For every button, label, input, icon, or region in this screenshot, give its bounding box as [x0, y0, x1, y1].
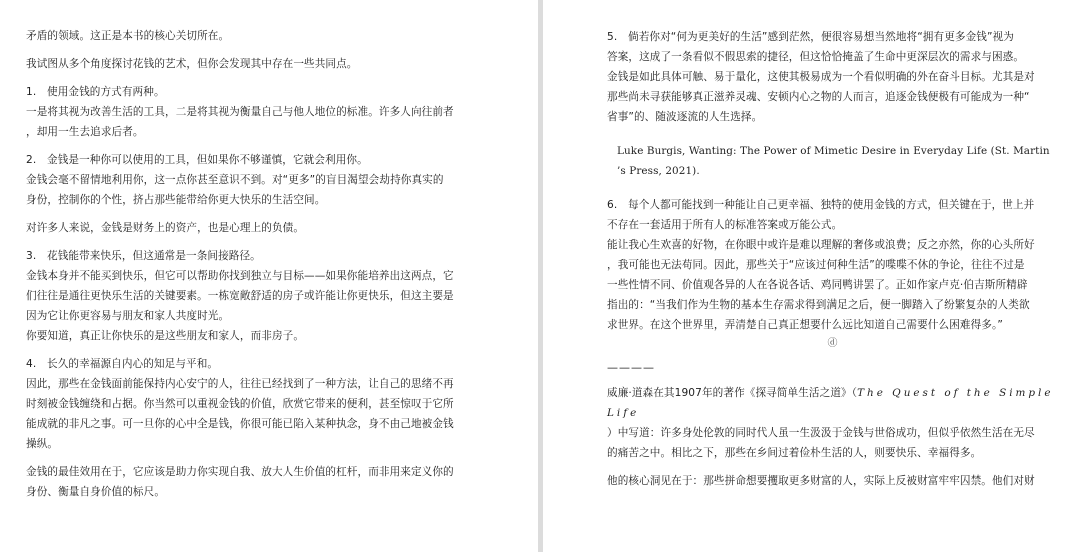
- paragraph: 他的核心洞见在于：那些拼命想要攫取更多财富的人，实际上反被财富牢牢囚禁。他们对财: [607, 475, 1035, 487]
- paragraph: 因此，那些在金钱面前能保持内心安宁的人，往往已经找到了一种方法，让自己的思绪不再: [26, 378, 454, 390]
- paragraph: 你要知道，真正让你快乐的是这些朋友和家人，而非房子。: [26, 330, 305, 342]
- paragraph: 因为它让你更容易与朋友和家人共度时光。: [26, 310, 230, 322]
- list-heading-1: 1. 使用金钱的方式有两种。: [26, 86, 165, 98]
- paragraph: 我试图从多个角度探讨花钱的艺术，但你会发现其中存在一些共同点。: [26, 58, 358, 70]
- paragraph: 不存在一套适用于所有人的标准答案或万能公式。: [607, 219, 843, 231]
- list-heading-3: 3. 花钱能带来快乐，但这通常是一条间接路径。: [26, 250, 261, 262]
- list-heading-5: 5. 倘若你对“何为更美好的生活”感到茫然，便很容易想当然地将“拥有更多金钱”视为: [607, 31, 1014, 43]
- left-page: [0, 0, 538, 552]
- paragraph: 时刻被金钱缠绕和占据。你当然可以重视金钱的价值，欣赏它带来的便利，甚至惊叹于它所: [26, 398, 454, 410]
- paragraph-text: 威廉·道森在其1907年的著作《探寻简单生活之道》（: [607, 387, 858, 399]
- list-heading-2: 2. 金钱是一种你可以使用的工具，但如果你不够谨慎，它就会利用你。: [26, 154, 368, 166]
- paragraph: 操纵。: [26, 438, 59, 450]
- paragraph: 能成就的非凡之事。可一旦你的心中全是钱，你很可能已陷入某种执念，身不由己地被金钱: [26, 418, 454, 430]
- paragraph: 省事”的、随波逐流的人生选择。: [607, 111, 763, 123]
- paragraph: 求世界。在这个世界里，弄清楚自己真正想要什么远比知道自己需要什么困难得多。”: [607, 319, 1003, 331]
- citation: Luke Burgis, Wanting: The Power of Mimetic Desire in Everyday Life (St. Martin: [617, 145, 1050, 157]
- book-title: The Quest of the Simple Life: [607, 387, 1060, 419]
- list-heading-6: 6. 每个人都可能找到一种能让自己更幸福、独特的使用金钱的方式，但关键在于，世上并: [607, 199, 1035, 211]
- paragraph: 一是将其视为改善生活的工具，二是将其视为衡量自己与他人地位的标准。许多人向往前者: [26, 106, 454, 118]
- paragraph: 身份，控制你的个性，挤占那些能带给你更大快乐的生活空间。: [26, 194, 326, 206]
- paragraph: 一些性情不同、价值观各异的人在各说各话、鸡同鸭讲罢了。正如作家卢克·伯吉斯所精辟: [607, 279, 1028, 291]
- paragraph: ，我可能也无法苟同。因此，那些关于“应该过何种生活”的喋喋不休的争论，往往不过是: [607, 259, 1025, 271]
- paragraph: ）中写道：许多身处伦敦的同时代人虽一生汲汲于金钱与世俗成功，但似乎依然生活在无尽: [607, 427, 1035, 439]
- paragraph: 的痛苦之中。相比之下，那些在乡间过着俭朴生活的人，则要快乐、幸福得多。: [607, 447, 982, 459]
- paragraph: 对许多人来说，金钱是财务上的资产，也是心理上的负债。: [26, 222, 305, 234]
- paragraph: 金钱是如此具体可触、易于量化，这使其极易成为一个看似明确的外在奋斗目标。尤其是对: [607, 71, 1035, 83]
- paragraph: 矛盾的领域。这正是本书的核心关切所在。: [26, 30, 230, 42]
- paragraph: ，却用一生去追求后者。: [26, 126, 144, 138]
- paragraph: 们往往是通往更快乐生活的关键要素。一栋宽敞舒适的房子或许能让你更快乐，但这主要是: [26, 290, 454, 302]
- separator-dashes: ————: [607, 361, 655, 374]
- paragraph: 金钱的最佳效用在于，它应该是助力你实现自我、放大人生价值的杠杆，而非用来定义你的: [26, 466, 454, 478]
- paragraph: 能让我心生欢喜的好物，在你眼中或许是难以理解的奢侈或浪费；反之亦然，你的心头所好: [607, 239, 1035, 251]
- paragraph: [607, 383, 1058, 423]
- paragraph: 指出的：“当我们作为生物的基本生存需求得到满足之后，便一脚踏入了纷繁复杂的人类欲: [607, 299, 1030, 311]
- footnote-marker[interactable]: ⓓ: [827, 338, 838, 349]
- paragraph: 金钱本身并不能买到快乐，但它可以帮助你找到独立与目标——如果你能培养出这两点，它: [26, 270, 454, 282]
- paragraph: 答案，这成了一条看似不假思索的捷径，但这恰恰掩盖了生命中更深层次的需求与困惑。: [607, 51, 1025, 63]
- citation: ’s Press, 2021).: [617, 165, 700, 177]
- paragraph: 金钱会毫不留情地利用你，这一点你甚至意识不到。对“更多”的盲目渴望会劫持你真实的: [26, 174, 444, 186]
- paragraph: 那些尚未寻获能够真正滋养灵魂、安顿内心之物的人而言，追逐金钱便极有可能成为一种“: [607, 91, 1030, 103]
- list-heading-4: 4. 长久的幸福源自内心的知足与平和。: [26, 358, 219, 370]
- right-page: [543, 0, 1080, 552]
- paragraph: 身份、衡量自身价值的标尺。: [26, 486, 166, 498]
